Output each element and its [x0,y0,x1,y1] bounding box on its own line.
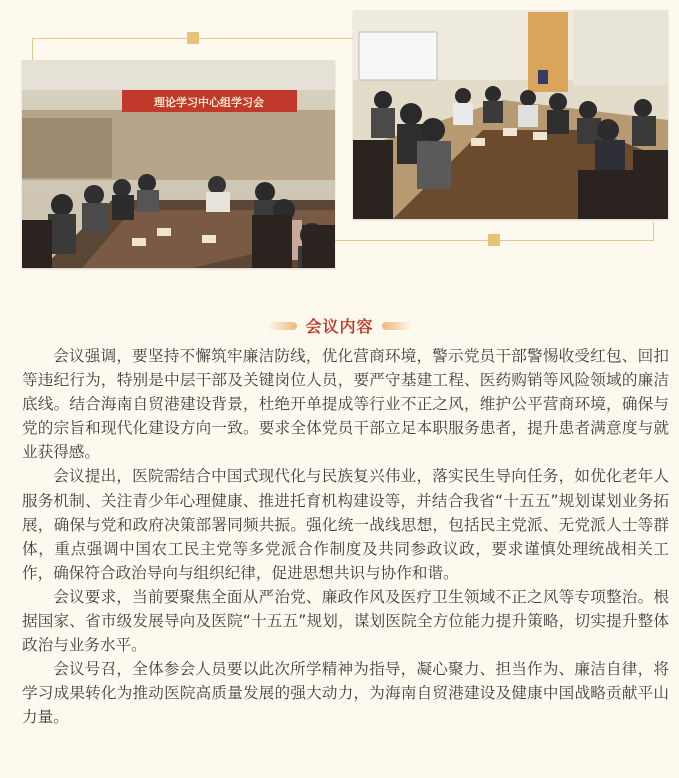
paragraph: 会议强调，要坚持不懈筑牢廉洁防线，优化营商环境，警示党员干部警惕收受红包、回扣等违纪行为，特别是中层干部及关键岗位人员，要严守基建工程、医药购销等风险领域的廉洁底线。结合海南自贸港建设背景，杜绝开单提成等行业不正之风，维护公平营商环境，确保与党的宗旨和现代化建设方向一致。要求全体党员干部立足本职服务患者，提升患者满意度与就业获得感。 [22,347,669,462]
frame-square-bottom [488,234,500,246]
frame-line-left [32,38,33,60]
banner-text: 理论学习中心组学习会 [154,96,264,109]
article-body [22,344,669,730]
meeting-photo-left [22,60,335,268]
frame-line-right [653,222,654,240]
photo-collage [0,0,679,290]
paragraph: 会议要求，当前要聚焦全面从严治党、廉政作风及医疗卫生领域不正之风等专项整治。根据国家、省市级发展导向及医院“十五五”规划，谋划医院全方位能力提升策略，切实提升整体政治与业务水平。 [22,587,669,655]
heading-decor-left [267,322,297,330]
heading-decor-right [382,322,412,330]
section-title: 会议内容 [305,317,374,336]
section-heading [0,314,679,337]
meeting-photo-right [353,10,668,219]
frame-square-top [187,32,199,44]
paragraph: 会议号召，全体参会人员要以此次所学精神为指导，凝心聚力、担当作为、廉洁自律，将学习成果转化为推动医院高质量发展的强大动力，为海南自贸港建设及健康中国战略贡献平山力量。 [22,660,669,727]
paragraph: 会议提出，医院需结合中国式现代化与民族复兴伟业，落实民生导向任务，如优化老年人服务机制、关注青少年心理健康、推进托育机构建设等，并结合我省“十五五”规划谋划业务拓展，确保与党和政府决策部署同频共振。强化统一战线思想，包括民主党派、无党派人士等群体，重点强调中国农工民主党等多党派合作制度及共同参政议政，要求谨慎处理统战相关工作，确保符合政治导向与组织纪律，促进思想共识与协作和谐。 [22,467,669,582]
